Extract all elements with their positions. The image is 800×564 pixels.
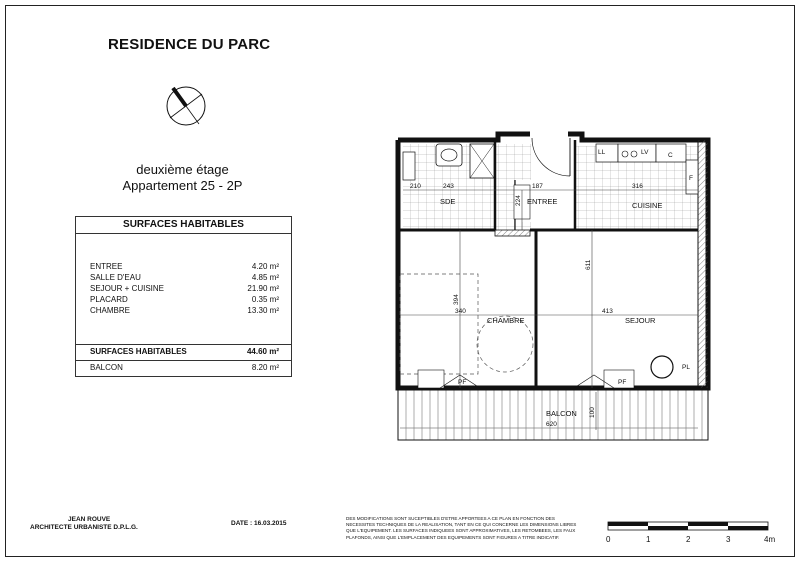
sde-entree-tiled-floor	[403, 144, 531, 230]
page-title: RESIDENCE DU PARC	[108, 36, 271, 53]
room-label-entree: ENTREE	[527, 197, 558, 206]
scale-label: 0	[606, 535, 611, 544]
surface-row	[90, 295, 279, 305]
scale-label: 2	[686, 535, 691, 544]
water-heater	[651, 356, 673, 378]
surface-row	[90, 273, 279, 283]
scale-label: 3	[726, 535, 731, 544]
surface-total-row	[90, 347, 279, 357]
dimension-label: 100	[589, 407, 596, 418]
surface-area: 4.20 m²	[251, 262, 279, 271]
surface-area: 13.30 m²	[247, 306, 279, 315]
fixture-label-c: C	[668, 152, 673, 159]
room-label-sde: SDE	[440, 197, 456, 206]
surface-room: ENTREE	[90, 262, 123, 271]
surface-area: 4.85 m²	[251, 273, 279, 282]
window-bedroom	[418, 370, 444, 388]
dimension-label: 210	[410, 183, 421, 190]
room-label-sejour: SEJOUR	[625, 316, 656, 325]
room-label-balcon: BALCON	[546, 409, 577, 418]
floor-level: deuxième étage	[136, 162, 229, 177]
table-divider	[76, 344, 291, 345]
scale-label: 1	[646, 535, 651, 544]
surface-room: SALLE D'EAU	[90, 273, 141, 282]
dimension-label: 316	[632, 183, 643, 190]
surface-area: 0.35 m²	[251, 295, 279, 304]
fixture-label-pf-1: PF	[458, 379, 467, 386]
surface-room: PLACARD	[90, 295, 128, 304]
dimension-label: 224	[515, 195, 522, 206]
radiator	[403, 152, 415, 180]
surfaces-table	[75, 216, 292, 377]
room-label-chambre: CHAMBRE	[487, 316, 525, 325]
disclaimer-note: DES MODIFICATIONS SONT SUCEPTIBLES D'ETRE APPORTEES A CE PLAN EN FONCTION DES NECESSITES TECHNIQUES DE LA REALISATION, TANT EN CE QUI CONCERNE LES DIMENSIONS LIBRES QUE L'EQUIPEMENT. LES SURFACES INDIQUEES SONT APPROXIMATIVES, LES RETOMBEES, LES FAUX PLAFONDS, AINSI QUE L'EMPLACEMENT DES EQUIPEMENTS SONT FIGURES A TITRE INDICATIF.	[346, 516, 577, 540]
scale-bar	[596, 520, 786, 548]
east-wall-hatch	[698, 140, 708, 388]
dimension-label: 340	[455, 308, 466, 315]
apartment-number: Appartement 25 - 2P	[122, 178, 243, 193]
surface-balcony-row	[90, 363, 279, 373]
room-label-cuisine: CUISINE	[632, 201, 663, 210]
dimension-label: 413	[602, 308, 613, 315]
surface-balcony-area: 8.20 m²	[251, 363, 279, 372]
plan-date: DATE : 16.03.2015	[231, 520, 287, 527]
bed-outline	[400, 274, 478, 374]
fixture-label-lv: LV	[641, 149, 649, 156]
fixture-label-ll: LL	[598, 149, 606, 156]
dimension-label: 611	[585, 259, 592, 270]
dimension-label: 243	[443, 183, 454, 190]
surface-row	[90, 262, 279, 272]
dimension-label: 620	[546, 421, 557, 428]
surface-room: SEJOUR + CUISINE	[90, 284, 165, 293]
dimension-label: 187	[532, 183, 543, 190]
floor-plan	[370, 130, 720, 448]
entrance-door	[532, 138, 570, 176]
fixture-label-pl: PL	[682, 364, 690, 371]
dimension-label: 394	[453, 294, 460, 305]
surface-room: CHAMBRE	[90, 306, 131, 315]
surface-balcony-label: BALCON	[90, 363, 123, 372]
surface-total-area: 44.60 m²	[246, 347, 279, 356]
north-arrow-icon	[162, 82, 210, 130]
architect-title: ARCHITECTE URBANISTE D.P.L.G.	[30, 524, 138, 531]
scale-label: 4m	[764, 535, 776, 544]
washbasin	[436, 144, 462, 166]
surface-row	[90, 284, 279, 294]
surface-area: 21.90 m²	[247, 284, 279, 293]
surface-row	[90, 306, 279, 316]
fixture-label-pf-2: PF	[618, 379, 627, 386]
surfaces-table-heading: SURFACES HABITABLES	[76, 217, 291, 234]
fixture-label-f: F	[689, 175, 693, 182]
surface-total-label: SURFACES HABITABLES	[90, 347, 187, 356]
architect-name: JEAN ROUVE	[68, 516, 111, 523]
table-divider	[76, 360, 291, 361]
